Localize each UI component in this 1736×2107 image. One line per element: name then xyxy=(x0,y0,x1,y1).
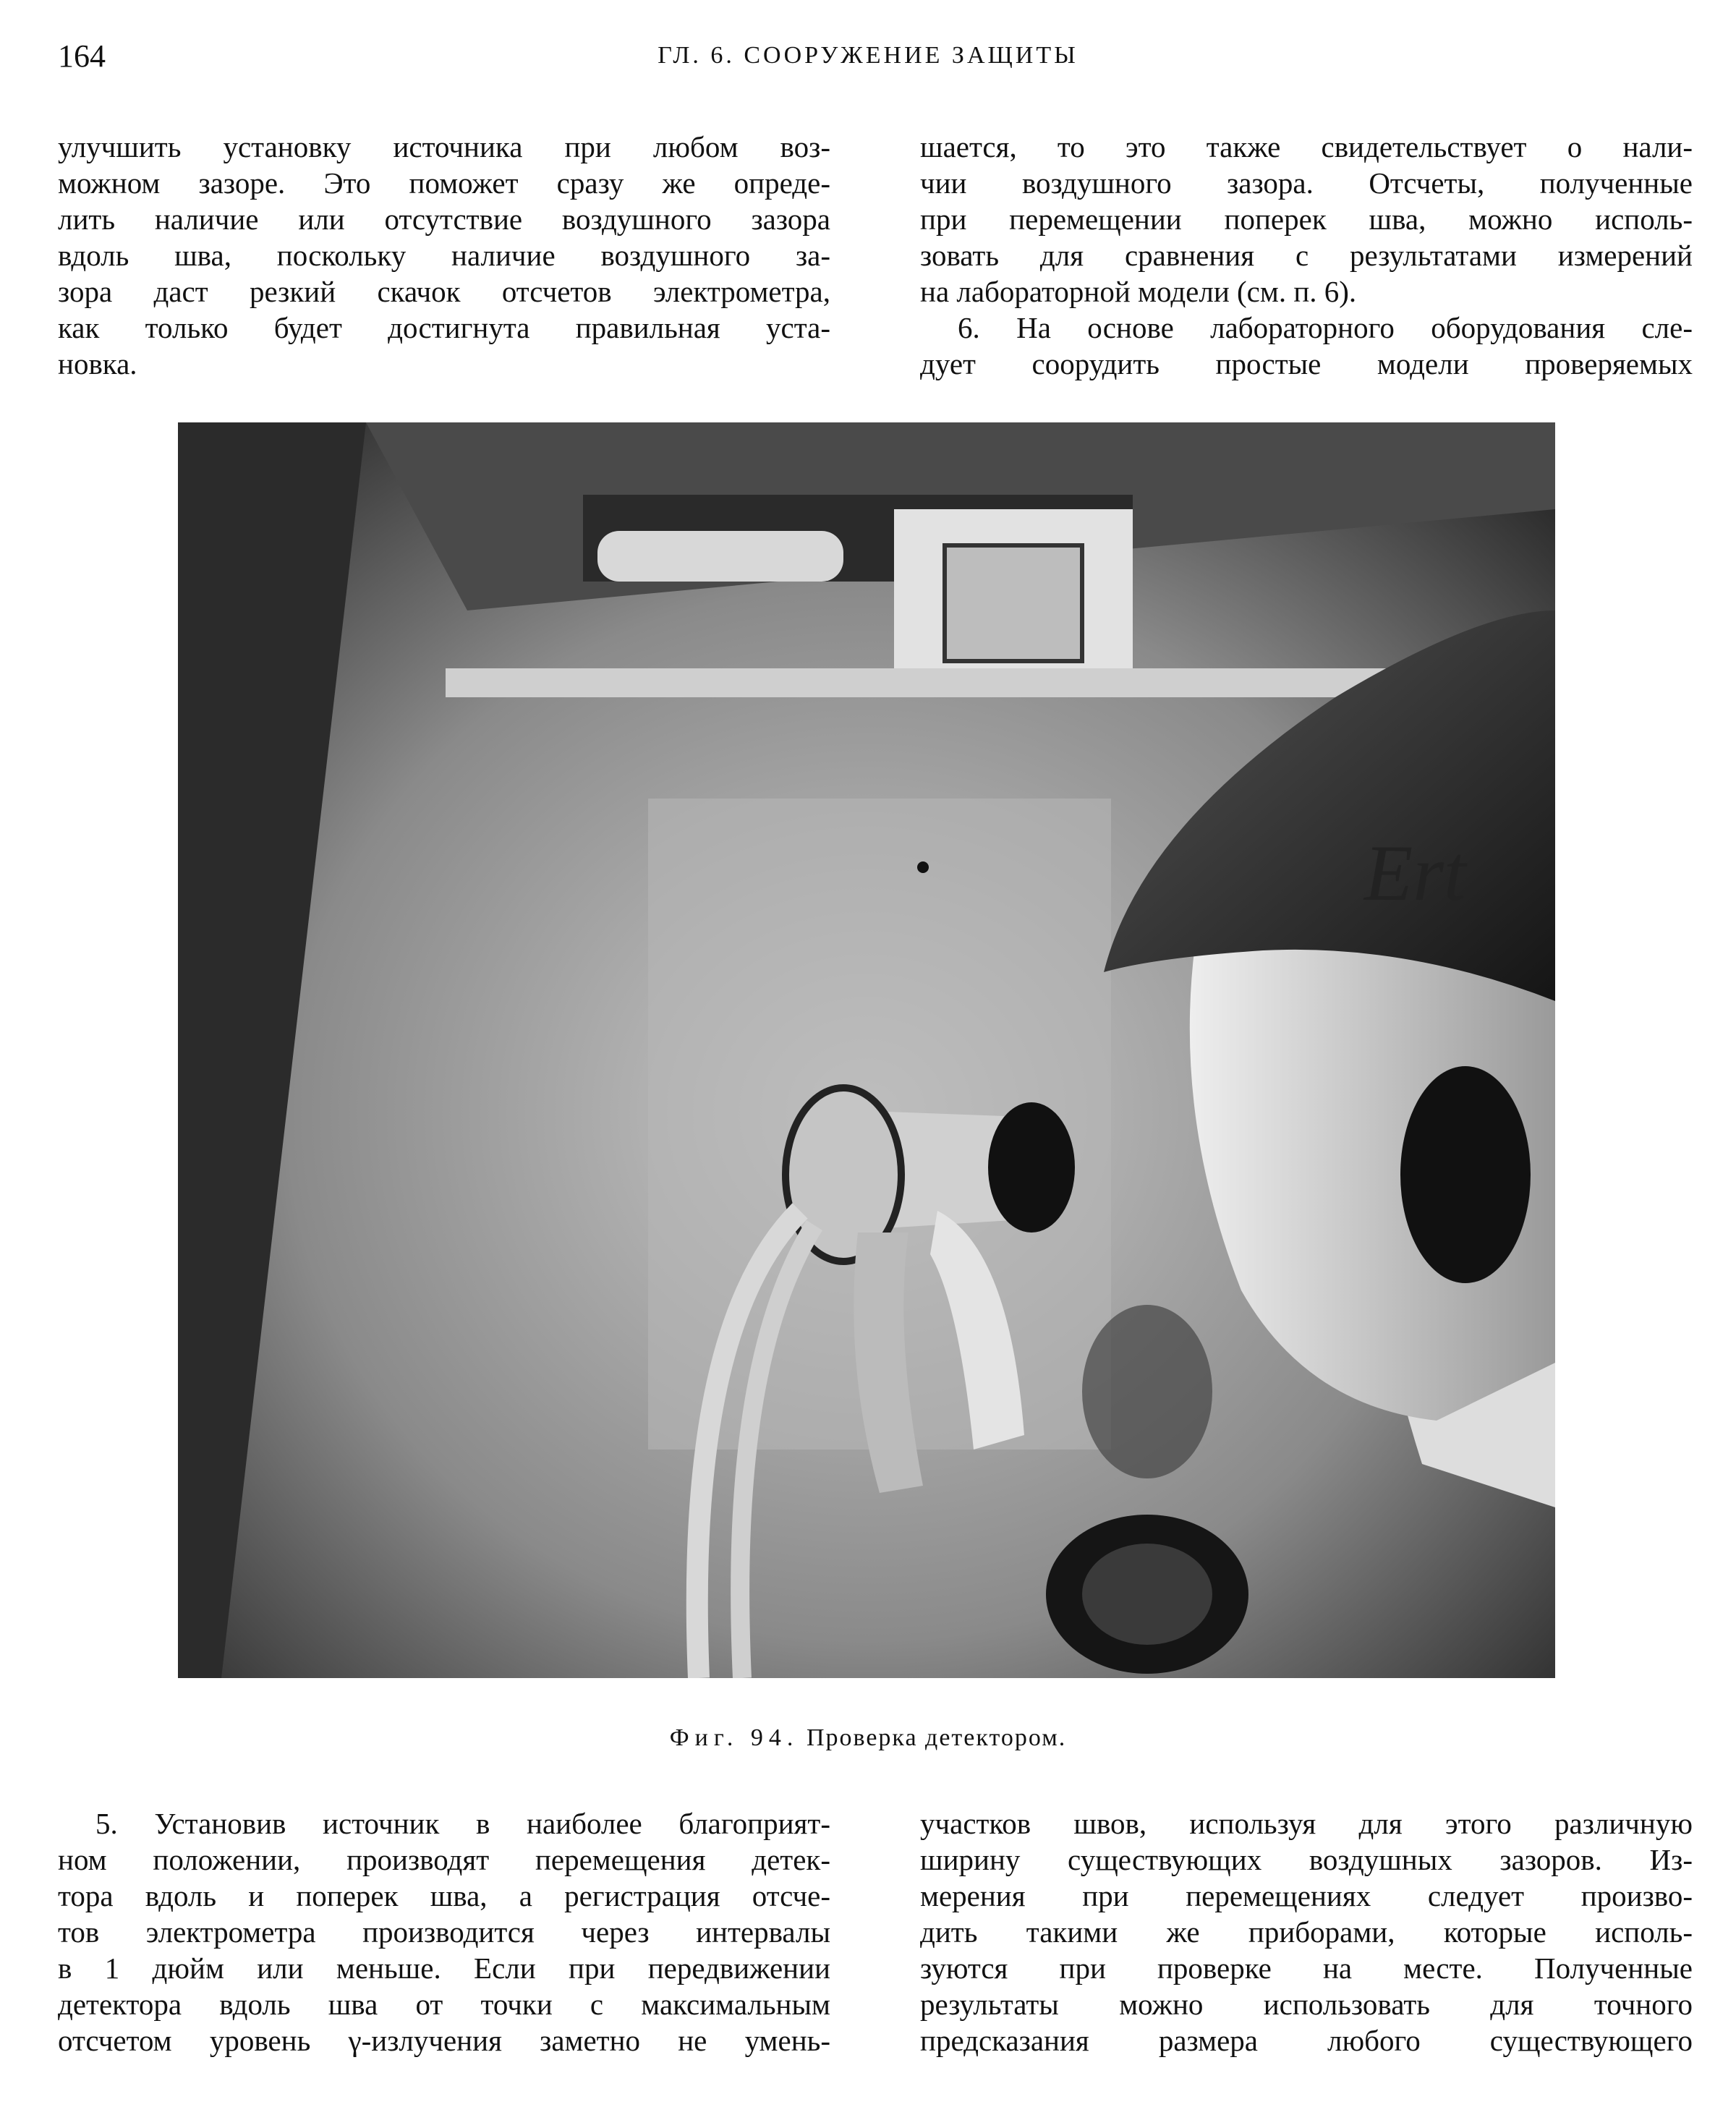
text-line: зовать для сравнения с результатами измерений xyxy=(920,239,1693,272)
running-head: ГЛ. 6. СООРУЖЕНИЕ ЗАЩИТЫ xyxy=(658,42,1078,69)
paragraph-5-start: 5. Установив источник в наиболее благоприят- xyxy=(95,1807,830,1840)
text-line: дить такими же приборами, которые исполь- xyxy=(920,1915,1693,1949)
text-line: в 1 дюйм или меньше. Если при передвижении xyxy=(58,1951,830,1985)
text-line: улучшить установку источника при любом воз- xyxy=(58,130,830,163)
text-line: детектора вдоль шва от точки с максимальным xyxy=(58,1988,830,2021)
text-line: результаты можно использовать для точного xyxy=(920,1988,1693,2021)
text-line: отсчетом уровень γ-излучения заметно не умень- xyxy=(58,2024,830,2057)
text-line: вдоль шва, поскольку наличие воздушного за- xyxy=(58,239,830,272)
figure-caption-text: Проверка детектором. xyxy=(806,1724,1067,1751)
text-line: можном зазоре. Это поможет сразу же опреде- xyxy=(58,166,830,200)
figure-caption xyxy=(0,1724,1736,1752)
helmet-marking: Ert xyxy=(1364,829,1466,917)
paragraph-6-start: 6. На основе лабораторного оборудования сле- xyxy=(958,311,1693,344)
bottom-left-column xyxy=(58,1805,830,2059)
text-line: шается, то это также свидетельствует о нали- xyxy=(920,130,1693,163)
top-right-column xyxy=(920,129,1693,382)
text-line: мерения при перемещениях следует произво- xyxy=(920,1879,1693,1912)
figure-photo-detector-inspection xyxy=(178,422,1555,1678)
text-line: зора даст резкий скачок отсчетов электрометра, xyxy=(58,275,830,308)
text-line: дует соорудить простые модели проверяемых xyxy=(920,347,1693,380)
text-line: зуются при проверке на месте. Полученные xyxy=(920,1951,1693,1985)
text-line: тора вдоль и поперек шва, а регистрация отсче- xyxy=(58,1879,830,1912)
text-line: лить наличие или отсутствие воздушного зазора xyxy=(58,203,830,236)
text-line: тов электрометра производится через интервалы xyxy=(58,1915,830,1949)
text-line: участков швов, используя для этого различную xyxy=(920,1807,1693,1840)
text-line: предсказания размера любого существующего xyxy=(920,2024,1693,2057)
page-number: 164 xyxy=(58,38,106,74)
top-left-column xyxy=(58,129,830,382)
text-line: новка. xyxy=(58,347,137,380)
bottom-right-column xyxy=(920,1805,1693,2059)
text-line: ном положении, производят перемещения детек- xyxy=(58,1843,830,1876)
text-line: как только будет достигнута правильная уста- xyxy=(58,311,830,344)
figure-label: Фиг. 94. xyxy=(669,1724,799,1751)
text-line: чии воздушного зазора. Отсчеты, полученные xyxy=(920,166,1693,200)
text-line: на лабораторной модели (см. п. 6). xyxy=(920,275,1357,308)
text-line: при перемещении поперек шва, можно исполь- xyxy=(920,203,1693,236)
text-line: ширину существующих воздушных зазоров. Из- xyxy=(920,1843,1693,1876)
